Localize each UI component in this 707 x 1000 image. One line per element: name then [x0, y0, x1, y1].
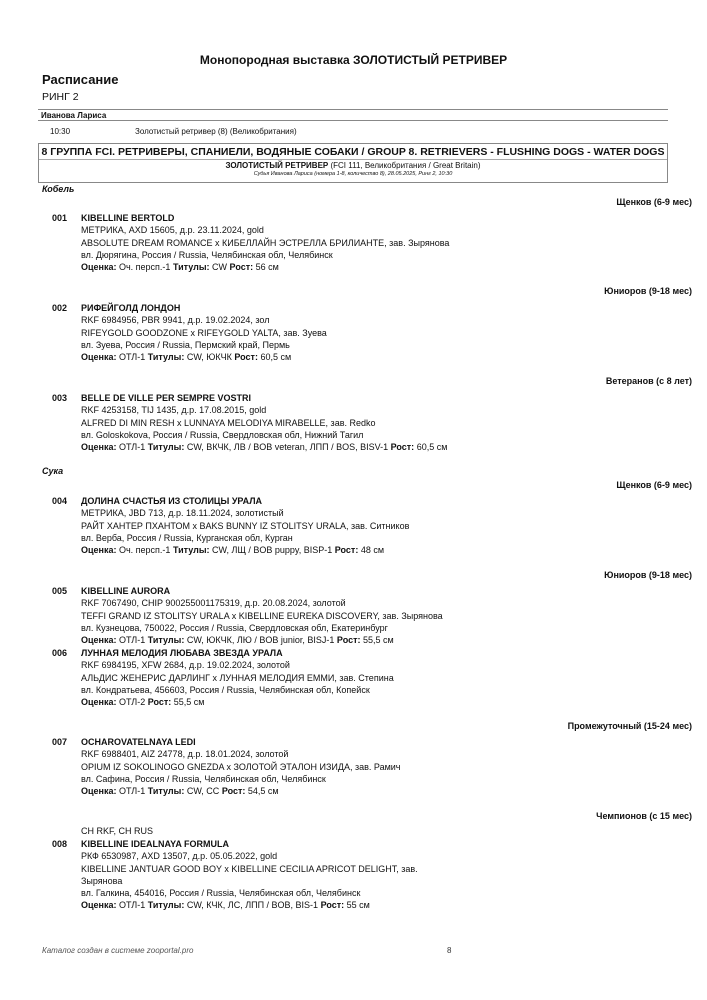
grade-label: Оценка: [81, 352, 117, 363]
grade-line [81, 544, 651, 556]
time-breed: Золотистый ретривер (8) (Великобритания) [135, 127, 297, 136]
titles-value: CW [209, 262, 230, 273]
dog-name: ЛУННАЯ МЕЛОДИЯ ЛЮБАВА ЗВЕЗДА УРАЛА [81, 648, 283, 658]
grade-label: Оценка: [81, 442, 117, 453]
owner-line: вл. Goloskokova, Россия / Russia, Свердловская обл, Нижний Тагил [81, 429, 364, 440]
grade-value: ОТЛ-2 [116, 697, 148, 708]
height-label: Рост: [390, 442, 415, 453]
class-heading: Юниоров (9-18 мес) [604, 570, 692, 580]
grade-line [81, 899, 651, 911]
pedigree-line: ABSOLUTE DREAM ROMANCE x КИБЕЛЛАЙН ЭСТРЕЛЛА БРИЛИАНТЕ, зав. Зырянова [81, 237, 450, 248]
pedigree-line: РАЙТ ХАНТЕР ПХАНТОМ x BAKS BUNNY IZ STOLITSY URALA, зав. Ситников [81, 520, 410, 531]
pedigree-line-cont: Зырянова [81, 875, 123, 886]
entry-body [81, 736, 651, 797]
registration-line: RKF 6984195, XFW 2684, д.р. 19.02.2024, золотой [81, 660, 290, 671]
class-heading: Щенков (6-9 мес) [616, 480, 692, 490]
height-label: Рост: [320, 900, 345, 911]
height-label: Рост: [229, 262, 254, 273]
grade-line [81, 351, 651, 363]
pedigree-line: ALFRED DI MIN RESH x LUNNAYA MELODIYA MIRABELLE, зав. Redko [81, 417, 376, 428]
height-value: 55,5 см [360, 635, 394, 646]
owner-line: вл. Кондратьева, 456603, Россия / Russia, Челябинская обл, Копейск [81, 684, 370, 695]
entry-body [81, 647, 651, 708]
height-label: Рост: [221, 786, 246, 797]
class-heading: Ветеранов (с 8 лет) [605, 376, 692, 386]
titles-label: Титулы: [172, 545, 210, 556]
grade-label: Оценка: [81, 900, 117, 911]
dog-name: ДОЛИНА СЧАСТЬЯ ИЗ СТОЛИЦЫ УРАЛА [81, 496, 263, 506]
entry-number: 002 [52, 303, 68, 313]
grade-label: Оценка: [81, 262, 117, 273]
section-male: Кобель [42, 184, 75, 194]
owner-line: вл. Зуева, Россия / Russia, Пермский край, Пермь [81, 339, 290, 350]
grade-line [81, 696, 651, 708]
titles-label: Титулы: [147, 352, 185, 363]
page-title: Монопородная выставка ЗОЛОТИСТЫЙ РЕТРИВЕР [199, 53, 508, 67]
dog-name: KIBELLINE AURORA [81, 586, 171, 596]
owner-line: вл. Дюрягина, Россия / Russia, Челябинская обл, Челябинск [81, 249, 333, 260]
grade-line [81, 634, 651, 646]
entry-body [81, 838, 651, 912]
dog-name: РИФЕЙГОЛД ЛОНДОН [81, 303, 181, 313]
titles-label: Титулы: [172, 262, 210, 273]
entry-number: 001 [52, 213, 68, 223]
owner-line: вл. Кузнецова, 750022, Россия / Russia, Свердловская обл, Екатеринбург [81, 622, 388, 633]
breed-name: ЗОЛОТИСТЫЙ РЕТРИВЕР [225, 161, 329, 170]
titles-value: CW, КЧК, ЛС, ЛПП / BOB, BIS-1 [184, 900, 321, 911]
registration-line: RKF 7067490, CHIP 900255001175319, д.р. 20.08.2024, золотой [81, 598, 346, 609]
ring-label: РИНГ 2 [42, 91, 79, 103]
breed-rest: (FCI 111, Великобритания / Great Britain) [328, 161, 481, 170]
height-label: Рост: [147, 697, 172, 708]
class-heading: Юниоров (9-18 мес) [604, 286, 692, 296]
pedigree-line: KIBELLINE JANTUAR GOOD BOY x KIBELLINE CECILIA APRICOT DELIGHT, зав. [81, 863, 418, 874]
titles-value: CW, ЮКЧК [184, 352, 235, 363]
titles-value: CW, ЛЩ / BOB puppy, BISP-1 [209, 545, 335, 556]
grade-value: Оч. персп.-1 [116, 545, 173, 556]
class-heading: Промежуточный (15-24 мес) [567, 721, 692, 731]
entry-body [81, 212, 651, 273]
owner-line: вл. Верба, Россия / Russia, Курганская обл, Курган [81, 532, 293, 543]
section-female: Сука [42, 466, 64, 476]
height-value: 54,5 см [245, 786, 279, 797]
grade-value: ОТЛ-1 [116, 900, 148, 911]
entry-body [81, 495, 651, 556]
height-value: 60,5 см [257, 352, 292, 363]
entry-number: 004 [52, 496, 68, 506]
grade-value: Оч. персп.-1 [116, 262, 173, 273]
grade-value: ОТЛ-1 [116, 352, 148, 363]
entry-body [81, 585, 651, 646]
class-heading: Щенков (6-9 мес) [616, 197, 692, 207]
owner-line: вл. Сафина, Россия / Russia, Челябинская обл, Челябинск [81, 773, 326, 784]
grade-value: ОТЛ-1 [116, 635, 148, 646]
dog-name: KIBELLINE BERTOLD [81, 213, 175, 223]
titles-label: Титулы: [147, 786, 185, 797]
pedigree-line: TEFFI GRAND IZ STOLITSY URALA x KIBELLINE EUREKA DISCOVERY, зав. Зырянова [81, 610, 443, 621]
height-value: 55,5 см [171, 697, 205, 708]
entry-number: 005 [52, 586, 68, 596]
pedigree-line: RIFEYGOLD GOODZONE x RIFEYGOLD YALTA, зав. Зуева [81, 327, 327, 338]
grade-value: ОТЛ-1 [116, 786, 148, 797]
height-value: 60,5 см [414, 442, 448, 453]
grade-value: ОТЛ-1 [116, 442, 148, 453]
entry-body [81, 392, 651, 453]
titles-value: CW, CC [184, 786, 222, 797]
registration-line: МЕТРИКА, JBD 713, д.р. 18.11.2024, золотистый [81, 508, 284, 519]
dog-name: BELLE DE VILLE PER SEMPRE VOSTRI [81, 393, 252, 403]
time-row [50, 127, 297, 136]
grade-label: Оценка: [81, 545, 117, 556]
height-label: Рост: [336, 635, 361, 646]
grade-line [81, 441, 651, 453]
time-label: 10:30 [50, 127, 71, 136]
height-value: 55 см [344, 900, 370, 911]
registration-line: МЕТРИКА, AXD 15605, д.р. 23.11.2024, gold [81, 225, 264, 236]
entry-number: 006 [52, 648, 68, 658]
class-heading: Чемпионов (с 15 мес) [596, 811, 692, 821]
titles-label: Титулы: [147, 635, 185, 646]
height-value: 48 см [358, 545, 385, 556]
grade-label: Оценка: [81, 697, 117, 708]
grade-line [81, 785, 651, 797]
height-label: Рост: [334, 545, 359, 556]
entry-number: 008 [52, 839, 68, 849]
height-value: 56 см [253, 262, 279, 273]
footer-note: Каталог создан в системе zooportal.pro [42, 946, 194, 955]
entry-number: 007 [52, 737, 68, 747]
registration-line: RKF 6984956, PBR 9941, д.р. 19.02.2024, зол [81, 315, 270, 326]
dog-name: KIBELLINE IDEALNAYA FORMULA [81, 839, 230, 849]
registration-line: RKF 6988401, AIZ 24778, д.р. 18.01.2024, золотой [81, 749, 289, 760]
judge-line: Судья Иванова Лариса (номера 1-8, количество 8), 28.05.2025, Ринг 2, 10:30 [253, 171, 453, 177]
titles-label: Титулы: [147, 442, 185, 453]
breed-line [39, 161, 667, 170]
owner-line: вл. Галкина, 454016, Россия / Russia, Челябинская обл, Челябинск [81, 888, 361, 899]
titles-value: CW, ВКЧК, ЛВ / BOB veteran, ЛПП / BOS, BISV-1 [184, 442, 391, 453]
registration-line: РКФ 6530987, AXD 13507, д.р. 05.05.2022, gold [81, 851, 278, 862]
group-box [38, 143, 668, 183]
height-label: Рост: [234, 352, 258, 363]
grade-line [81, 261, 651, 273]
entry-body [81, 302, 651, 363]
registration-line: RKF 4253158, TIJ 1435, д.р. 17.08.2015, gold [81, 405, 267, 416]
schedule-heading: Расписание [42, 72, 119, 87]
titles-value: CW, ЮКЧК, ЛЮ / BOB junior, BISJ-1 [184, 635, 337, 646]
group-title: 8 ГРУППА FCI. РЕТРИВЕРЫ, СПАНИЕЛИ, ВОДЯНЫЕ СОБАКИ / GROUP 8. RETRIEVERS - FLUSHING DOGS - WATER DOGS [39, 146, 667, 160]
dog-name: OCHAROVATELNAYA LEDI [81, 737, 196, 747]
page-number: 8 [447, 946, 452, 955]
grade-label: Оценка: [81, 635, 117, 646]
judge-bar: Иванова Лариса [38, 109, 668, 121]
grade-label: Оценка: [81, 786, 117, 797]
pre-titles: CH RKF, CH RUS [81, 826, 154, 836]
titles-label: Титулы: [147, 900, 185, 911]
entry-number: 003 [52, 393, 68, 403]
pedigree-line: АЛЬДИС ЖЕНЕРИС ДАРЛИНГ x ЛУННАЯ МЕЛОДИЯ ЕММИ, зав. Степина [81, 672, 394, 683]
pedigree-line: OPIUM IZ SOKOLINOGO GNEZDA x ЗОЛОТОЙ ЭТАЛОН ИЗИДА, зав. Рамич [81, 761, 401, 772]
